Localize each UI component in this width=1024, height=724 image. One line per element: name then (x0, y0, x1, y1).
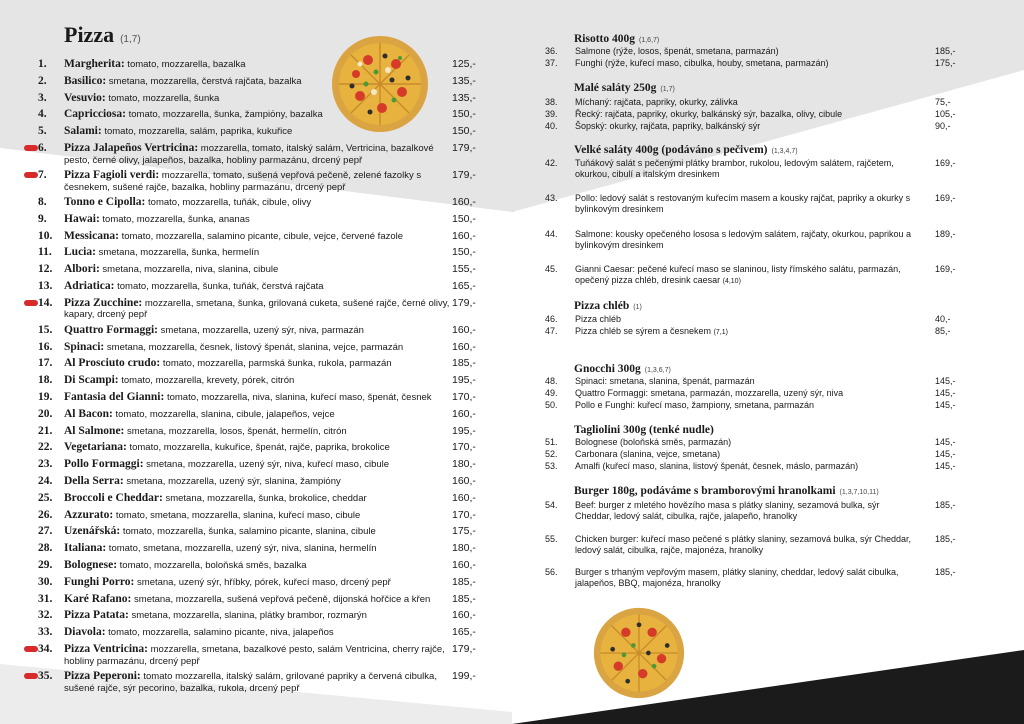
item-name: Pizza Zucchine: (64, 296, 143, 309)
item-text (64, 627, 454, 639)
item-number: 37. (545, 58, 558, 68)
item-text (64, 476, 454, 488)
item-price: 189,- (935, 229, 956, 239)
section-heading (574, 424, 714, 436)
item-text: Spinaci: smetana, slanina, špenát, parmazán (575, 376, 755, 386)
item-number: 18. (38, 374, 53, 387)
item-price: 150,- (452, 125, 476, 138)
section-title: Risotto 400g (574, 33, 636, 45)
item-number: 4. (38, 108, 47, 121)
item-text (64, 247, 454, 259)
item-number: 53. (545, 461, 558, 471)
item-text (64, 358, 454, 370)
item-name: Karé Rafano: (64, 592, 132, 605)
item-number: 14. (38, 296, 53, 309)
item-text (64, 560, 454, 572)
item-number: 1. (38, 58, 47, 70)
item-price: 135,- (452, 74, 476, 87)
item-price: 170,- (452, 441, 476, 454)
item-text: Salmone (rýže, losos, špenát, smetana, parmazán) (575, 46, 779, 56)
item-number: 13. (38, 280, 53, 292)
item-number: 38. (545, 97, 558, 107)
item-price: 185,- (452, 357, 476, 370)
item-name: Quattro Formaggi: (64, 323, 159, 336)
item-price: 160,- (452, 491, 476, 504)
item-description: tomato, mozzarella, šunka, žampiόny, bazalka (125, 109, 323, 121)
item-name: Tonno e Cipolla: (64, 196, 146, 208)
item-description: smetana, mozzarella, uzený sýr, niva, parmazán (158, 324, 364, 336)
item-number: 16. (38, 340, 53, 353)
item-price: 185,- (452, 575, 476, 588)
item-number: 9. (38, 212, 47, 225)
item-description: tomato, mozzarella, boloňská směs, bazalka (117, 560, 307, 571)
item-number: 17. (38, 357, 53, 370)
item-description: tomato, mozzarella, šunka, ananas (99, 213, 250, 225)
item-name: Margherita: (64, 58, 125, 70)
item-text (64, 510, 454, 522)
item-description: tomato, mozzarella, parmská šunka, rukola, parmazán (160, 358, 392, 370)
item-text (64, 231, 454, 243)
section-title: Malé saláty 250g (574, 82, 657, 94)
item-price: 165,- (452, 626, 476, 639)
section-allergens: (1,6,7) (639, 37, 660, 44)
item-allergens: (4,10) (722, 278, 741, 285)
item-number: 11. (38, 246, 52, 259)
item-description: smetana, mozzarella, slanina, plátky brambor, rozmarýn (128, 610, 367, 622)
item-price: 160,- (452, 475, 476, 487)
item-price: 185,- (935, 534, 956, 544)
item-name: Bolognese: (64, 559, 118, 571)
item-price: 165,- (452, 280, 476, 292)
item-price: 145,- (935, 461, 956, 471)
item-number: 49. (545, 388, 558, 398)
item-number: 34. (38, 643, 53, 655)
item-description: tomato, mozzarella, šunka (105, 92, 220, 104)
item-number: 2. (38, 74, 47, 87)
item-description: tomato, mozzarella, šunka, tuňák, čerstvá rajčata (114, 281, 324, 292)
item-price: 160,- (452, 340, 476, 353)
item-description: smetana, uzený sýr, hříbky, pórek, kuřecí maso, drcený pepř (134, 576, 391, 588)
item-description: mozzarella, smetana, bazalkové pesto, salám Ventricina, cherry rajče, hobliny parmazánu, drcený pepř (64, 644, 445, 667)
item-number: 55. (545, 534, 558, 544)
item-name: Al Salmone: (64, 424, 125, 437)
item-number: 25. (38, 491, 53, 504)
item-price: 150,- (452, 108, 476, 121)
item-price: 179,- (452, 142, 476, 154)
chili-icon (24, 145, 38, 151)
item-text: Bolognese (boloňská směs, parmazán) (575, 437, 732, 447)
item-price: 185,- (452, 592, 476, 605)
item-number: 50. (545, 400, 558, 410)
item-number: 23. (38, 458, 53, 471)
item-text (64, 392, 454, 404)
item-number: 52. (545, 449, 558, 459)
item-number: 36. (545, 46, 558, 56)
item-price: 185,- (935, 567, 956, 577)
item-description: smetana, mozzarella, čerstvá rajčata, bazalka (106, 75, 302, 87)
item-text (64, 214, 454, 226)
item-price: 160,- (452, 229, 476, 242)
item-description: mozzarella, tomato, sušená vepřová pečeně, zelené fazolky s česnekem, sušené rajče, bazalka, hobliny parmazánu, drcený pepř (64, 170, 422, 193)
item-price: 40,- (935, 314, 951, 324)
item-description: tomato, mozzarella, kukuřice, špenát, rajče, paprika, brokolice (126, 442, 390, 454)
item-number: 31. (38, 592, 53, 605)
item-text (64, 375, 454, 387)
item-name: Della Serra: (64, 475, 124, 487)
item-text: Amalfi (kuřecí maso, slanina, listový špenát, česnek, máslo, parmazán) (575, 461, 859, 471)
item-price: 169,- (935, 158, 956, 168)
item-description: tomato, mozzarella, tuňák, cibule, olivy (145, 197, 312, 208)
item-text: Chicken burger: kuřecí maso pečené s plátky slaniny, sezamová bulka, sýr Cheddar, ledový salát, cibulka, rajče, majonéza, hranolky (575, 534, 911, 555)
item-name: Messicana: (64, 229, 119, 242)
item-number: 40. (545, 121, 558, 131)
item-number: 29. (38, 559, 53, 571)
section-heading (574, 363, 671, 375)
section-heading (574, 485, 879, 497)
item-number: 8. (38, 196, 47, 208)
item-price: 160,- (452, 323, 476, 336)
item-text: Gianni Caesar: pečené kuřecí maso se slaninou, listy římského salátu, parmazán, opečený pizza chléb, dresink caesar (4,10) (575, 264, 901, 285)
item-text (64, 197, 454, 209)
item-description: tomato, mozzarella, niva, slanina, kuřecí maso, špenát, česnek (164, 392, 432, 403)
item-text: Beef: burger z mletého hovězího masa s plátky slaniny, sezamová bulka, sýr Cheddar, ledový salát, cibulka, rajče, jalapeño, hranolky (575, 500, 880, 521)
item-price: 179,- (452, 643, 476, 655)
item-name: Di Scampi: (64, 374, 119, 387)
item-number: 3. (38, 91, 47, 104)
item-price: 145,- (935, 449, 956, 459)
item-text (64, 526, 454, 538)
item-text (64, 298, 454, 321)
item-text (64, 577, 454, 589)
item-price: 169,- (935, 193, 956, 203)
item-text (64, 442, 454, 454)
item-description: smetana, mozzarella, šunka, brokolice, cheddar (162, 492, 367, 504)
item-description: smetana, mozzarella, sušená vepřová pečeně, dijonská hořčice a křen (131, 593, 431, 605)
item-price: 145,- (935, 400, 956, 410)
item-price: 135,- (452, 91, 476, 104)
item-price: 145,- (935, 376, 956, 386)
pizza-illustration-bottom (592, 606, 686, 700)
item-price: 75,- (935, 97, 951, 107)
item-name: Basilico: (64, 74, 107, 87)
item-text: Pizza chléb se sýrem a česnekem (7,1) (575, 326, 728, 336)
item-text: Burger s trhaným vepřovým masem, plátky slaniny, cheddar, ledový salát cibulka, jalapeňos, BBQ, majonéza, hranolky (575, 567, 899, 588)
section-allergens: (1,3,6,7) (644, 367, 671, 374)
item-number: 51. (545, 437, 558, 447)
section-heading (574, 82, 675, 94)
item-number: 44. (545, 229, 558, 239)
item-price: 170,- (452, 391, 476, 403)
item-number: 27. (38, 525, 53, 538)
item-number: 56. (545, 567, 558, 577)
item-allergens: (7,1) (713, 329, 728, 336)
item-price: 185,- (935, 500, 956, 510)
item-name: Pizza Ventricina: (64, 643, 148, 655)
item-number: 30. (38, 575, 53, 588)
item-text: Pollo: ledový salát s restovaným kuřecím masem a kousky rajčat, papriky a okurky s bylinkovým dresinkem (575, 193, 911, 214)
item-number: 45. (545, 264, 558, 274)
item-number: 12. (38, 263, 53, 276)
item-name: Funghi Porro: (64, 575, 135, 588)
item-number: 46. (545, 314, 558, 324)
item-number: 47. (545, 326, 558, 336)
item-text: Carbonara (slanina, vejce, smetana) (575, 449, 721, 459)
item-number: 21. (38, 424, 53, 437)
item-text (64, 671, 454, 694)
item-number: 20. (38, 407, 53, 420)
item-name: Albori: (64, 263, 100, 276)
item-price: 185,- (935, 46, 956, 56)
chili-icon (24, 673, 38, 679)
item-name: Broccoli e Cheddar: (64, 491, 163, 504)
item-name: Vesuvio: (64, 91, 106, 104)
section-allergens: (1,3,4,7) (771, 148, 798, 155)
item-number: 24. (38, 475, 53, 487)
item-text: Míchaný: rajčata, papriky, okurky, zálivka (575, 97, 738, 107)
item-number: 28. (38, 542, 53, 555)
item-text (64, 281, 454, 293)
item-number: 22. (38, 441, 53, 454)
item-name: Vegetariana: (64, 441, 127, 454)
item-price: 169,- (935, 264, 956, 274)
item-name: Lucia: (64, 246, 96, 259)
item-description: mozzarella, smetana, šunka, grilovaná cuketa, sušené rajče, černé olivy, kapary, drcený pepř (64, 297, 450, 321)
chili-icon (24, 646, 38, 652)
item-name: Pollo Formaggi: (64, 458, 144, 471)
item-name: Pizza Peperoni: (64, 670, 141, 682)
item-text (64, 409, 454, 421)
section-allergens: (1) (633, 304, 642, 311)
item-text (64, 170, 454, 193)
item-number: 43. (545, 193, 558, 203)
item-text (64, 594, 454, 606)
item-price: 179,- (452, 296, 476, 309)
item-price: 155,- (452, 263, 476, 276)
section-heading (574, 300, 642, 312)
item-price: 160,- (452, 407, 476, 420)
item-number: 7. (38, 169, 47, 181)
page-title: Pizza (1,7) (64, 22, 141, 47)
item-name: Diavola: (64, 626, 106, 639)
item-price: 145,- (935, 388, 956, 398)
item-description: smetana, mozzarella, česnek, listový špenát, slanina, vejce, parmazán (104, 341, 404, 353)
item-text: Quattro Formaggi: smetana, parmazán, mozzarella, uzený sýr, niva (575, 388, 844, 398)
item-name: Al Prosciuto crudo: (64, 357, 161, 370)
item-number: 33. (38, 626, 53, 639)
item-number: 19. (38, 391, 53, 403)
item-text (64, 264, 454, 276)
item-description: tomato, smetana, mozzarella, slanina, kuřecí maso, cibule (113, 509, 361, 521)
item-price: 125,- (452, 58, 476, 70)
item-text (64, 459, 454, 471)
section-heading (574, 33, 659, 45)
item-price: 160,- (452, 196, 476, 208)
item-text: Pizza chléb (575, 314, 622, 324)
item-price: 160,- (452, 559, 476, 571)
item-price: 85,- (935, 326, 951, 336)
item-text: Šopský: okurky, rajčata, papriky, balkánský sýr (575, 121, 761, 131)
item-name: Pizza Patata: (64, 609, 129, 622)
pizza-illustration-top (330, 34, 430, 134)
section-title: Pizza chléb (574, 300, 630, 312)
item-description: tomato, mozzarella, slanina, cibule, jalapeños, vejce (112, 408, 335, 420)
item-text (64, 493, 454, 505)
item-number: 35. (38, 670, 53, 682)
section-allergens: (1,3,7,10,11) (839, 489, 879, 496)
section-title: Burger 180g, podáváme s bramborovými hranolkami (574, 485, 836, 497)
item-name: Uzenářská: (64, 525, 121, 538)
item-description: tomato, mozzarella, salamino picante, cibule, vejce, červené fazole (118, 230, 404, 242)
item-name: Al Bacon: (64, 407, 113, 420)
item-number: 5. (38, 125, 47, 138)
chili-icon (24, 300, 38, 306)
item-text (64, 342, 454, 354)
item-price: 105,- (935, 109, 956, 119)
item-price: 90,- (935, 121, 951, 131)
item-number: 48. (545, 376, 558, 386)
item-text (64, 610, 454, 622)
item-number: 32. (38, 609, 53, 622)
item-text: Funghi (rýže, kuřecí maso, cibulka, houby, smetana, parmazán) (575, 58, 829, 68)
item-text (64, 426, 454, 438)
item-price: 180,- (452, 542, 476, 555)
item-name: Pizza Jalapeños Vertricina: (64, 142, 199, 154)
item-description: tomato, mozzarella, salám, paprika, kukuřice (101, 126, 293, 138)
item-name: Azzurato: (64, 508, 114, 521)
item-number: 10. (38, 229, 53, 242)
item-name: Salami: (64, 125, 102, 138)
item-name: Spinaci: (64, 340, 105, 353)
item-price: 150,- (452, 246, 476, 259)
item-description: tomato, mozzarella, salamino picante, niva, jalapeños (105, 627, 334, 639)
item-text: Pollo e Funghi: kuřecí maso, žampiony, smetana, parmazán (575, 400, 814, 410)
section-title: Velké saláty 400g (podáváno s pečivem) (574, 144, 768, 156)
item-name: Italiana: (64, 542, 107, 555)
item-name: Capricciosa: (64, 108, 126, 121)
item-text (64, 543, 454, 555)
item-description: tomato mozzarella, italský salám, grilované papriky a červená cibulka, sušené rajče, sýr pecorino, bazalka, rukola, drcený pepř (64, 671, 437, 694)
item-price: 150,- (452, 212, 476, 225)
item-description: tomato, smetana, mozzarella, uzený sýr, niva, slanina, hermelín (106, 543, 377, 555)
item-text: Řecký: rajčata, papriky, okurky, balkánský sýr, bazalka, olivy, cibule (575, 109, 843, 119)
item-name: Hawai: (64, 212, 100, 225)
item-description: smetana, mozzarella, losos, špenát, hermelín, citrón (124, 425, 347, 437)
item-price: 180,- (452, 458, 476, 471)
section-allergens: (1,7) (660, 86, 675, 93)
item-number: 39. (545, 109, 558, 119)
item-number: 42. (545, 158, 558, 168)
item-number: 6. (38, 142, 47, 154)
item-price: 145,- (935, 437, 956, 447)
item-price: 175,- (452, 525, 476, 538)
item-price: 179,- (452, 169, 476, 181)
item-description: smetana, mozzarella, niva, slanina, cibule (99, 264, 279, 276)
item-price: 175,- (935, 58, 956, 68)
item-description: tomato, mozzarella, bazalka (124, 59, 246, 70)
item-description: smetana, mozzarella, uzený sýr, niva, kuřecí maso, cibule (143, 459, 390, 471)
item-description: smetana, mozzarella, uzený sýr, slanina, žampiόny (123, 476, 341, 487)
item-text: Tuňákový salát s pečenými plátky brambor, rukolou, ledovým salátem, rajčetem, okurkou, cibulí a italským dresinkem (575, 158, 894, 179)
item-description: tomato, mozzarella, krevety, pórek, citrón (118, 375, 295, 387)
item-text (64, 143, 454, 166)
item-name: Pizza Fagioli verdi: (64, 169, 160, 181)
item-text (64, 644, 454, 667)
item-price: 170,- (452, 508, 476, 521)
item-description: mozzarella, tomato, italský salám, Vertricina, bazalkové pesto, černé olivy, jalapeños, bazalka, hobliny parmazánu, drcený pepř (64, 143, 434, 166)
item-price: 195,- (452, 424, 476, 437)
item-price: 195,- (452, 374, 476, 387)
section-title: Gnocchi 300g (574, 363, 641, 375)
item-number: 54. (545, 500, 558, 510)
item-number: 26. (38, 508, 53, 521)
item-name: Fantasia del Gianni: (64, 391, 165, 403)
item-price: 199,- (452, 670, 476, 682)
item-description: tomato, mozzarella, šunka, salamino picante, slanina, cibule (120, 526, 376, 538)
chili-icon (24, 172, 38, 178)
item-number: 15. (38, 323, 53, 336)
section-heading (574, 144, 798, 156)
item-price: 160,- (452, 609, 476, 622)
item-text (64, 325, 454, 337)
item-name: Adriatica: (64, 280, 115, 292)
item-text: Salmone: kousky opečeného lososa s ledovým salátem, rajčaty, okurkou, paprikou a bylinkovým dresinkem (575, 229, 912, 250)
item-description: smetana, mozzarella, šunka, hermelín (95, 247, 260, 259)
section-title: Tagliolini 300g (tenké nudle) (574, 424, 714, 436)
